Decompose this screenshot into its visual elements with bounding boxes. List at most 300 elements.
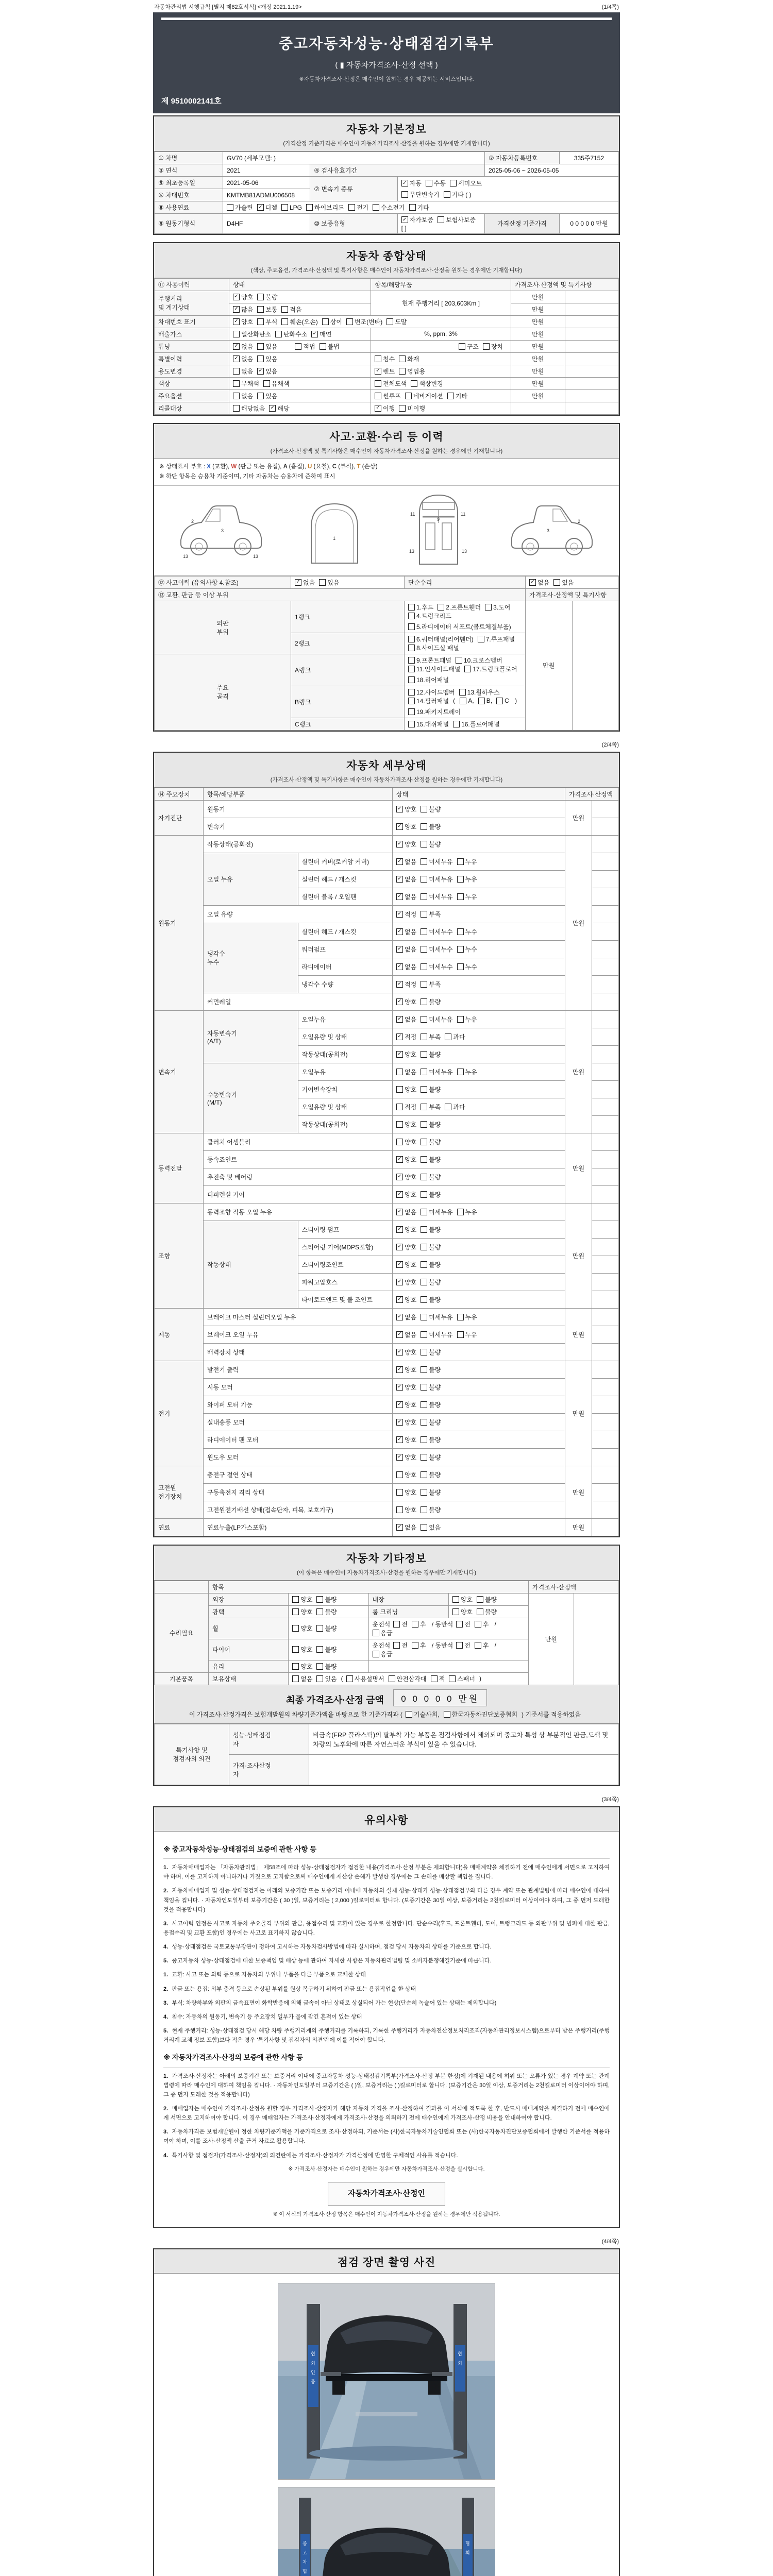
checkbox-렌트[interactable]	[375, 367, 395, 376]
checkbox-전[interactable]	[456, 1620, 470, 1629]
checkbox-양호[interactable]	[396, 1348, 416, 1357]
checkbox-13.휠하우스[interactable]	[459, 688, 500, 697]
checkbox-미세누수[interactable]	[421, 945, 452, 954]
checkbox-불량[interactable]	[421, 1085, 441, 1094]
checkbox-C[interactable]	[496, 697, 509, 704]
checkbox-무단변속기[interactable]	[401, 190, 440, 199]
checkbox-label: 없음	[405, 1068, 417, 1076]
checkbox-label: 누유	[465, 1331, 477, 1338]
rank-items-2랭크	[405, 633, 526, 654]
state	[393, 1308, 565, 1326]
checkbox-과다[interactable]	[445, 1032, 465, 1041]
checkbox-수동[interactable]	[426, 179, 446, 188]
checkbox-label: 기술사회,	[413, 1710, 440, 1718]
checkbox-불량[interactable]	[421, 1278, 441, 1286]
checkbox-적정[interactable]	[396, 1103, 416, 1111]
svg-text:2: 2	[577, 518, 580, 524]
checkbox-label: 과다	[453, 1033, 465, 1041]
checkbox-누유[interactable]	[457, 1313, 477, 1321]
item: 연료누출(LP가스포함)	[204, 1518, 393, 1536]
checkbox-불량[interactable]	[421, 1365, 441, 1374]
checkbox-1.후드[interactable]	[408, 603, 433, 612]
checkbox-누유[interactable]	[457, 1208, 477, 1216]
device-0: 자기진단	[155, 800, 204, 835]
checkbox-있음[interactable]	[421, 1523, 441, 1532]
checkbox-box	[421, 1191, 427, 1198]
checkbox-미이행[interactable]	[399, 404, 425, 413]
checkbox-불량[interactable]	[421, 1383, 441, 1392]
detail-row	[155, 1168, 619, 1185]
checkbox-불량[interactable]	[316, 1662, 337, 1671]
checkbox-label: 불량	[429, 1436, 441, 1444]
checkbox-불량[interactable]	[421, 1190, 441, 1199]
checkbox-전체도색[interactable]	[375, 379, 407, 388]
state	[393, 1413, 565, 1431]
checkbox-label: 누유	[465, 1313, 477, 1321]
checkbox-일산화탄소[interactable]	[233, 330, 271, 338]
checkbox-label: 전	[401, 1620, 408, 1628]
checkbox-누유[interactable]	[457, 892, 477, 901]
overall-row	[155, 365, 619, 377]
checkbox-불량[interactable]	[421, 1453, 441, 1462]
price-note	[592, 1115, 619, 1133]
checkbox-적음[interactable]	[281, 305, 301, 314]
checkbox-없음[interactable]	[233, 367, 253, 376]
checkbox-누유[interactable]	[457, 1067, 477, 1076]
checkbox-box: ✓	[311, 331, 318, 337]
checkbox-이행[interactable]	[375, 404, 395, 413]
checkbox-있음[interactable]	[553, 578, 574, 587]
checkbox-없음[interactable]	[295, 578, 315, 587]
checkbox-3.도어[interactable]	[485, 603, 510, 612]
checkbox-양호[interactable]	[292, 1662, 312, 1671]
checkbox-7.루프패널[interactable]	[478, 635, 515, 643]
checkbox-불량[interactable]	[421, 1418, 441, 1427]
checkbox-box	[421, 1454, 427, 1461]
checkbox-누유[interactable]	[457, 1015, 477, 1024]
checkbox-box	[411, 380, 417, 387]
checkbox-양호[interactable]	[292, 1607, 312, 1616]
checkbox-응급[interactable]	[373, 1650, 393, 1658]
checkbox-불량[interactable]	[421, 1488, 441, 1497]
checkbox-label: 응급	[380, 1650, 393, 1658]
checkbox-해당없음[interactable]	[233, 404, 265, 413]
checkbox-6.쿼터패널(리어휀더)[interactable]	[408, 635, 474, 643]
checkbox-A,[interactable]	[460, 697, 474, 704]
checkbox-양호[interactable]	[396, 1418, 416, 1427]
checkbox-변조(변타)[interactable]	[346, 317, 382, 326]
checkbox-없음[interactable]	[396, 1015, 416, 1024]
checkbox-장치[interactable]	[483, 342, 503, 351]
checkbox-LPG[interactable]	[281, 204, 302, 211]
checkbox-보험사보증[interactable]	[438, 215, 476, 224]
checkbox-양호[interactable]	[396, 1225, 416, 1234]
checkbox-label: 양호	[405, 1488, 417, 1496]
checkbox-4.트렁크리드[interactable]	[408, 612, 451, 620]
checkbox-불량[interactable]	[421, 822, 441, 831]
checkbox-불량[interactable]	[421, 1173, 441, 1181]
checkbox-label: 14.필러패널	[416, 697, 449, 705]
checkbox-매연[interactable]	[311, 330, 331, 338]
checkbox-양호[interactable]	[396, 1260, 416, 1269]
checkbox-있음[interactable]	[257, 342, 277, 351]
svg-text:13: 13	[253, 553, 259, 559]
checkbox-후[interactable]	[475, 1620, 489, 1629]
checkbox-도말[interactable]	[386, 317, 407, 326]
checkbox-누수[interactable]	[457, 927, 477, 936]
checkbox-불량[interactable]	[421, 840, 441, 849]
checkbox-불량[interactable]	[316, 1645, 337, 1654]
checkbox-9.프론트패널[interactable]	[408, 656, 451, 665]
checkbox-미세누유[interactable]	[421, 892, 452, 901]
checkbox-box	[399, 355, 406, 362]
checkbox-없음[interactable]	[396, 1208, 416, 1216]
checkbox-11.인사이드패널[interactable]	[408, 665, 460, 673]
checkbox-전[interactable]	[393, 1641, 408, 1650]
checkbox-수소전기[interactable]	[373, 203, 405, 212]
checkbox-없음[interactable]	[396, 857, 416, 866]
checkbox-미세누유[interactable]	[421, 875, 452, 884]
checkbox-한국자동차진단보증협회[interactable]	[444, 1710, 518, 1719]
checkbox-없음[interactable]	[233, 354, 253, 363]
checkbox-없음[interactable]	[529, 578, 549, 587]
checkbox-box: ✓	[401, 216, 408, 223]
checkbox-미세누수[interactable]	[421, 927, 452, 936]
checkbox-불법[interactable]	[320, 342, 340, 351]
checkbox-양호[interactable]	[452, 1607, 473, 1616]
checkbox-box	[408, 613, 415, 619]
checkbox-양호[interactable]	[292, 1595, 312, 1604]
checkbox-box	[408, 666, 415, 672]
checkbox-label: 양호	[300, 1625, 313, 1633]
checkbox-불량[interactable]	[421, 1470, 441, 1479]
checkbox-미세누유[interactable]	[421, 1313, 452, 1321]
checkbox-box	[408, 708, 415, 715]
checkbox-양호[interactable]	[396, 840, 416, 849]
checkbox-box: ✓	[233, 343, 240, 350]
checkbox-양호[interactable]	[396, 1383, 416, 1392]
checkbox-양호[interactable]	[396, 997, 416, 1006]
checkbox-있음[interactable]	[257, 392, 277, 400]
checkbox-불량[interactable]	[421, 1295, 441, 1304]
checkbox-미세누유[interactable]	[421, 1208, 452, 1216]
notice-paragraph: 1. 교환: 사고 또는 외력 등으로 자동차의 부위나 부품을 다른 부품으로 교체한 상태	[163, 1972, 366, 1978]
checkbox-침수[interactable]	[375, 354, 395, 363]
checkbox-누수[interactable]	[457, 945, 477, 954]
price-note	[592, 1098, 619, 1115]
checkbox-불량[interactable]	[421, 1225, 441, 1234]
checkbox-기타[interactable]	[409, 203, 429, 212]
checkbox-양호[interactable]	[292, 1645, 312, 1654]
checkbox-네비게이션[interactable]	[405, 392, 443, 400]
checkbox-없음[interactable]	[396, 892, 416, 901]
checkbox-16.플로어패널[interactable]	[453, 720, 500, 728]
checkbox-불량[interactable]	[316, 1595, 337, 1604]
checkbox-box	[292, 1625, 299, 1632]
checkbox-양호[interactable]	[396, 1138, 416, 1146]
checkbox-누유[interactable]	[457, 875, 477, 884]
checkbox-box	[316, 1646, 323, 1653]
checkbox-불량[interactable]	[421, 1155, 441, 1164]
checkbox-없음[interactable]	[396, 1067, 416, 1076]
checkbox-18.리어패널[interactable]	[408, 675, 449, 684]
detail-row	[155, 905, 619, 923]
checkbox-양호[interactable]	[396, 805, 416, 814]
checkbox-후[interactable]	[475, 1641, 489, 1650]
checkbox-label: 불량	[429, 1383, 441, 1391]
checkbox-없음[interactable]	[396, 927, 416, 936]
checkbox-양호[interactable]	[396, 1173, 416, 1181]
checkbox-보통[interactable]	[257, 305, 277, 314]
checkbox-양호[interactable]	[396, 1295, 416, 1304]
checkbox-부족[interactable]	[421, 1032, 441, 1041]
checkbox-box	[421, 1471, 427, 1478]
overall-title: 자동차 종합상태	[346, 250, 427, 262]
checkbox-누수[interactable]	[457, 962, 477, 971]
checkbox-적정[interactable]	[396, 980, 416, 989]
checkbox-부족[interactable]	[421, 1103, 441, 1111]
checkbox-없음[interactable]	[396, 962, 416, 971]
price-note	[592, 923, 619, 940]
checkbox-부식[interactable]	[257, 317, 277, 326]
checkbox-가솔린[interactable]	[227, 203, 253, 212]
checkbox-box	[316, 1625, 323, 1632]
checkbox-label: 양호	[405, 805, 417, 813]
checkbox-누유[interactable]	[457, 1330, 477, 1339]
checkbox-box	[408, 623, 415, 630]
checkbox-불량[interactable]	[421, 1505, 441, 1514]
checkbox-있음[interactable]	[316, 1674, 337, 1683]
checkbox-양호[interactable]	[396, 1278, 416, 1286]
checkbox-8.사이드실 패널[interactable]	[408, 643, 459, 652]
state	[393, 1291, 565, 1308]
checkbox-box	[477, 1608, 483, 1615]
checkbox-label: 양호	[405, 1191, 417, 1198]
panel-header: ⑬ 교환, 판금 등 이상 부위	[155, 588, 526, 601]
checkbox-B,[interactable]	[478, 697, 492, 704]
checkbox-상이[interactable]	[322, 317, 342, 326]
checkbox-미세누유[interactable]	[421, 857, 452, 866]
checkbox-box	[292, 1596, 299, 1603]
checkbox-17.트렁크플로어[interactable]	[464, 665, 517, 673]
checkbox-12.사이드멤버[interactable]	[408, 688, 455, 697]
checkbox-label: 장치	[491, 343, 503, 350]
checkbox-label: 렌트	[383, 367, 395, 375]
checkbox-양호[interactable]	[396, 1190, 416, 1199]
checkbox-불량[interactable]	[421, 997, 441, 1006]
checkbox-응급[interactable]	[373, 1629, 393, 1637]
checkbox-label: 전	[401, 1641, 408, 1649]
checkbox-5.라디에이터 서포트(볼트체결부품)[interactable]	[408, 622, 511, 631]
checkbox-양호[interactable]	[396, 1050, 416, 1059]
checkbox-불량[interactable]	[316, 1607, 337, 1616]
checkbox-양호[interactable]	[396, 1488, 416, 1497]
checkbox-없음[interactable]	[233, 392, 253, 400]
checkbox-label: 양호	[300, 1646, 313, 1654]
checkbox-불량[interactable]	[421, 1138, 441, 1146]
state	[393, 1168, 565, 1185]
item: 변속기	[204, 818, 393, 835]
checkbox-구조[interactable]	[459, 342, 479, 351]
checkbox-19.패키지트레이[interactable]	[408, 707, 461, 716]
price-note	[592, 1413, 619, 1431]
checkbox-디젤[interactable]	[257, 203, 277, 212]
checkbox-많음[interactable]	[233, 305, 253, 314]
car-diagram-front	[296, 491, 373, 568]
checkbox-없음[interactable]	[396, 945, 416, 954]
checkbox-2.프론트휀더[interactable]	[438, 603, 481, 612]
checkbox-기타[interactable]	[447, 392, 467, 400]
checkbox-누유[interactable]	[457, 857, 477, 866]
checkbox-없음[interactable]	[396, 1330, 416, 1339]
checkbox-부족[interactable]	[421, 980, 441, 989]
label-transmission: ⑦ 변속기 종류	[310, 177, 397, 201]
checkbox-불량[interactable]	[316, 1624, 337, 1633]
checkbox-양호[interactable]	[396, 1400, 416, 1409]
checkbox-유채색[interactable]	[263, 379, 290, 388]
checkbox-미세누유[interactable]	[421, 1067, 452, 1076]
section-basic-info	[153, 115, 620, 235]
checkbox-썬루프[interactable]	[375, 392, 401, 400]
checkbox-양호[interactable]	[396, 1085, 416, 1094]
checkbox-양호[interactable]	[233, 293, 253, 301]
checkbox-label: 18.리어패널	[416, 676, 449, 684]
checkbox-양호[interactable]	[396, 1243, 416, 1251]
checkbox-box	[421, 876, 427, 883]
checkbox-안전삼각대[interactable]	[389, 1674, 427, 1683]
checkbox-없음[interactable]	[396, 1523, 416, 1532]
checkbox-스패너[interactable]	[449, 1674, 475, 1683]
checkbox-label: 불량	[429, 1366, 441, 1374]
checkbox-label: 불량	[429, 1173, 441, 1181]
checkbox-label: 16.플로어패널	[461, 720, 500, 728]
checkbox-box	[457, 1209, 464, 1215]
checkbox-부족[interactable]	[421, 910, 441, 919]
checkbox-15.대쉬패널[interactable]	[408, 720, 449, 728]
section-overall-state	[153, 242, 620, 416]
checkbox-양호[interactable]	[396, 1470, 416, 1479]
checkbox-영업용[interactable]	[399, 367, 425, 376]
detail-row	[155, 1431, 619, 1448]
checkbox-없음[interactable]	[233, 342, 253, 351]
checkbox-양호[interactable]	[452, 1595, 473, 1604]
checkbox-양호[interactable]	[233, 317, 253, 326]
text-token: (	[453, 697, 457, 705]
price-note	[592, 1133, 619, 1150]
checkbox-box: ✓	[396, 1419, 403, 1426]
price-note	[592, 835, 619, 853]
checkbox-후[interactable]	[412, 1641, 426, 1650]
checkbox-후[interactable]	[412, 1620, 426, 1629]
checkbox-불량[interactable]	[421, 1260, 441, 1269]
checkbox-하이브리드[interactable]	[306, 203, 344, 212]
checkbox-label: 해당	[277, 404, 290, 412]
checkbox-기타 ( )[interactable]	[444, 190, 472, 199]
item: 실린더 커버(로커암 커버)	[298, 853, 393, 870]
checkbox-label: 많음	[241, 306, 254, 313]
checkbox-불량[interactable]	[421, 1348, 441, 1357]
checkbox-label: 해당없음	[241, 404, 265, 412]
checkbox-없음[interactable]	[292, 1674, 312, 1683]
report-header	[153, 12, 620, 113]
checkbox-양호[interactable]	[396, 1365, 416, 1374]
checkbox-불량[interactable]	[421, 805, 441, 814]
checkbox-양호[interactable]	[396, 1505, 416, 1514]
checkbox-양호[interactable]	[396, 1120, 416, 1129]
checkbox-불량[interactable]	[421, 1050, 441, 1059]
checkbox-양호[interactable]	[292, 1624, 312, 1633]
state-cell-7	[229, 377, 371, 389]
notice-paragraph: 2. 자동차매매업자 및 성능·상태점검자는 아래의 보증기간 또는 보증거리 이내에 자동차의 실제 성능·상태가 성능·상태점검부와 다른 경우 계약 또는 관계법령에 따라 매수인에 대하여 책임을 집니다. · 자동차인도일부터 보증기간은 ( 30 )일, 보증거리는 ( 2,000 )킬로미터로 합니다. (보증기간은 30일 이상, 보증거리는 2천킬로미터 이상이어야 하며, 그 중 먼저 도래한 것을 적용합니다)	[163, 1888, 610, 1913]
checkbox-box	[421, 963, 427, 970]
checkbox-자동[interactable]	[401, 179, 422, 188]
checkbox-적정[interactable]	[396, 1032, 416, 1041]
checkbox-box	[445, 1033, 451, 1040]
checkbox-사용설명서[interactable]	[346, 1674, 384, 1683]
checkbox-전기[interactable]	[348, 203, 368, 212]
checkbox-잭[interactable]	[431, 1674, 445, 1683]
checkbox-양호[interactable]	[396, 1155, 416, 1164]
checkbox-box	[449, 1675, 456, 1682]
checkbox-불량[interactable]	[257, 293, 277, 301]
checkbox-전[interactable]	[456, 1641, 470, 1650]
checkbox-label: 양호	[405, 1050, 417, 1058]
checkbox-양호[interactable]	[396, 822, 416, 831]
checkbox-훼손(오손)[interactable]	[281, 317, 317, 326]
checkbox-불량[interactable]	[421, 1120, 441, 1129]
checkbox-불량[interactable]	[421, 1435, 441, 1444]
detail-row	[155, 1518, 619, 1536]
checkbox-있음[interactable]	[319, 578, 339, 587]
checkbox-불량[interactable]	[421, 1243, 441, 1251]
checkbox-화재[interactable]	[399, 354, 419, 363]
checkbox-기술사회,[interactable]	[406, 1710, 440, 1719]
checkbox-label: 미세누수	[429, 945, 453, 953]
checkbox-box	[421, 1384, 427, 1391]
checkbox-색상변경[interactable]	[411, 379, 443, 388]
checkbox-불량[interactable]	[477, 1607, 497, 1616]
checkbox-label: 불량	[429, 998, 441, 1006]
checkbox-자가보증[interactable]	[401, 215, 433, 224]
checkbox-세미오토[interactable]	[450, 179, 482, 188]
checkbox-있음[interactable]	[257, 354, 277, 363]
checkbox-해당[interactable]	[269, 404, 289, 413]
checkbox-무채색[interactable]	[233, 379, 259, 388]
checkbox-탄화수소[interactable]	[275, 330, 307, 338]
checkbox-미세누수[interactable]	[421, 962, 452, 971]
checkbox-label: 불량	[429, 1226, 441, 1233]
checkbox-양호[interactable]	[396, 1453, 416, 1462]
checkbox-미세누유[interactable]	[421, 1330, 452, 1339]
notice-paragraph: 2. 매매업자는 매수인이 가격조사·산정을 원할 경우 가격조사·산정자가 해당 자동차 가격을 조사·산정하여 결과를 이 서식에 적도록 한 후, 반드시 매매계약을 체결하기 전에 매수인에게 서면으로 고지하여야 합니다. 이 경우 매매업자는 가격조사·산정자에게 가격조사·산정을 의뢰하기 전에 매수인에게 가격조사·산정 비용을 안내하여야 합니다.	[163, 2105, 610, 2122]
checkbox-양호[interactable]	[396, 1435, 416, 1444]
checkbox-미세누유[interactable]	[421, 1015, 452, 1024]
checkbox-과다[interactable]	[445, 1103, 465, 1111]
checkbox-10.크로스멤버[interactable]	[456, 656, 502, 665]
checkbox-적정[interactable]	[396, 910, 416, 919]
checkbox-box: ✓	[295, 579, 301, 586]
checkbox-없음[interactable]	[396, 1313, 416, 1321]
checkbox-없음[interactable]	[396, 875, 416, 884]
checkbox-전[interactable]	[393, 1620, 408, 1629]
checkbox-불량[interactable]	[477, 1595, 497, 1604]
checkbox-있음[interactable]	[257, 367, 277, 376]
checkbox-box: ✓	[375, 405, 381, 412]
checkbox-불량[interactable]	[421, 1400, 441, 1409]
checkbox-14.필러패널[interactable]	[408, 697, 449, 705]
checkbox-적법[interactable]	[295, 342, 315, 351]
checkbox-box	[421, 1314, 427, 1320]
